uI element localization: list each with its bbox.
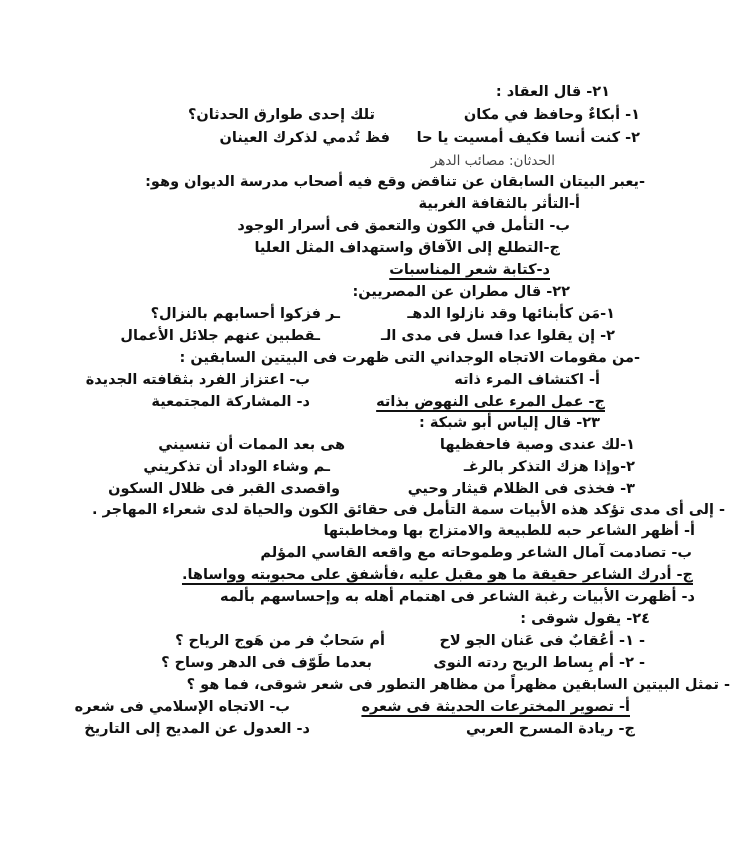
q22-verse1-first: ١-مَن كأبنائها وقد نازلوا الدهـ — [407, 306, 615, 322]
q24-verse1-second: أم سَحابٌ فر من هَوج الرياح ؟ — [175, 633, 385, 649]
q23-verse2-second: ـم وشاء الوداد أن تذكريني — [143, 459, 330, 475]
q22-option-c-correct: ج- عمل المرء على النهوض بذاته — [376, 394, 605, 410]
q22-verse1-second: ـر فزكوا أحسابهم بالنزال؟ — [150, 306, 340, 322]
q23-verse2-first: ٢-وإذا هزك التذكر بالرغـ — [463, 459, 635, 475]
q21-verse2-first: ٢- كنت أنسا فكيف أمسيت يا حا — [416, 130, 640, 146]
q22-verse2-first: ٢- إن يقلوا عدا فسل فى مدى الـ — [380, 328, 615, 344]
q24-question-stem: - تمثل البيتين السابقين مظهراً من مظاهر التطور فى شعر شوقى، فما هو ؟ — [186, 677, 730, 693]
q24-option-b: ب- الاتجاه الإسلامي فى شعره — [74, 699, 290, 715]
q22-option-a: أ- اكتشاف المرء ذاته — [454, 372, 600, 388]
q24-verse2-first: - ٢- أم بِساط الريح ردته النوى — [433, 655, 645, 671]
q22-option-b: ب- اعتزاز الفرد بثقافته الجديدة — [85, 372, 310, 388]
q24-option-a-correct: أ- تصوير المخترعات الحديثة فى شعره — [361, 699, 630, 715]
q21-question-stem: -يعبر البيتان السابقان عن تناقض وقع فيه أصحاب مدرسة الديوان وهو: — [145, 174, 645, 190]
q21-option-b: ب- التأمل في الكون والتعمق فى أسرار الوجود — [237, 218, 570, 234]
q22-header: ٢٢- قال مطران عن المصريين: — [352, 284, 570, 300]
q21-gloss: الحدثان: مصائب الدهر — [430, 153, 555, 169]
q22-option-d: د- المشاركة المجتمعية — [151, 394, 310, 410]
q22-question-stem: -من مقومات الاتجاه الوجداني التى ظهرت فى البيتين السابقين : — [179, 350, 640, 366]
q21-option-a: أ-التأثر بالثقافة الغربية — [418, 196, 580, 212]
q24-option-c: ج- ريادة المسرح العربي — [466, 721, 635, 737]
q23-option-c-correct: ج- أدرك الشاعر حقيقة ما هو مقبل عليه ،فأشفق على محبوبته وواساها. — [181, 567, 693, 583]
q23-verse3-second: واقصدى القبر فى ظلال السكون — [108, 481, 340, 497]
q21-verse1-second: تلك إحدى طوارق الحدثان؟ — [187, 107, 375, 123]
q23-option-b: ب- تصادمت آمال الشاعر وطموحاته مع واقعه القاسي المؤلم — [260, 545, 692, 561]
q23-verse1-second: هى بعد الممات أن تنسيني — [158, 437, 345, 453]
q24-header: ٢٤- يقول شوقى : — [520, 611, 650, 627]
q23-header: ٢٣- قال إلياس أبو شبكة : — [419, 415, 600, 431]
q22-verse2-second: ـقطبين عنهم جلائل الأعمال — [120, 328, 320, 344]
q21-verse1-first: ١- أبكاءٌ وحافظ في مكان — [463, 107, 640, 123]
q23-verse3-first: ٣- فخذى فى الظلام قيثار وحيي — [407, 481, 635, 497]
q21-option-d-correct: د-كتابة شعر المناسبات — [389, 262, 550, 278]
q21-option-c: ج-التطلع إلى الآفاق واستهداف المثل العليا — [254, 240, 560, 256]
q24-option-d: د- العدول عن المديح إلى التاريخ — [84, 721, 310, 737]
q21-header: ٢١- قال العقاد : — [495, 84, 610, 100]
q21-verse2-second: فظ تُدمي لذكرك العينان — [219, 130, 390, 146]
q23-option-a: أ- أظهر الشاعر حبه للطبيعة والامتزاج بها ومخاطبتها — [323, 523, 695, 539]
q24-verse1-first: - ١- أعُقابٌ فى عَنان الجو لاح — [439, 633, 645, 649]
q23-verse1-first: ١-لك عندى وصية فاحفظيها — [439, 437, 635, 453]
q23-option-d: د- أظهرت الأبيات رغبة الشاعر فى اهتمام أهله به وإحساسهم بألمه — [220, 589, 695, 605]
q24-verse2-second: بعدما طَوّف فى الدهر وساح ؟ — [161, 655, 372, 671]
q23-question-stem: - إلى أى مدى تؤكد هذه الأبيات سمة التأمل فى حقائق الكون والحياة لدى شعراء المهاجر . — [92, 502, 725, 518]
